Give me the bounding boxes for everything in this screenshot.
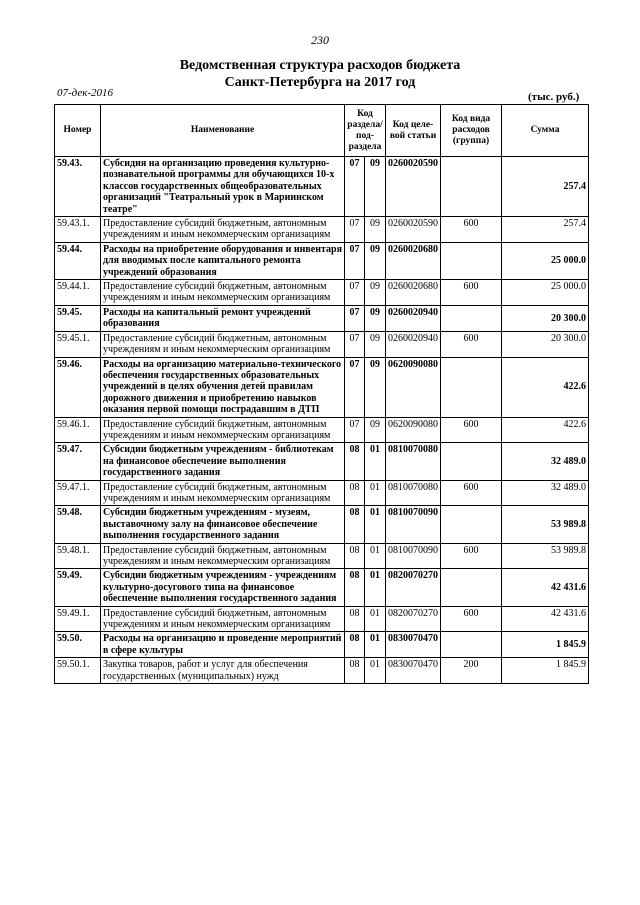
table-row xyxy=(55,217,589,243)
row-article: 0260020590 xyxy=(386,157,441,217)
row-number: 59.48.1. xyxy=(55,543,101,569)
row-article: 0260020940 xyxy=(386,331,441,357)
row-name: Расходы на организацию и проведение мероприятий в сфере культуры xyxy=(101,632,345,658)
row-amount: 1 845.9 xyxy=(502,632,589,658)
row-subsection: 01 xyxy=(365,443,386,480)
row-section: 07 xyxy=(345,280,365,306)
row-section: 08 xyxy=(345,658,365,684)
row-subsection: 01 xyxy=(365,506,386,543)
row-amount: 32 489.0 xyxy=(502,480,589,506)
table-header-row xyxy=(55,105,589,157)
row-name: Предоставление субсидий бюджетным, автономным учреждениям и иным некоммерческим организациям xyxy=(101,543,345,569)
row-section: 08 xyxy=(345,569,365,606)
row-section: 08 xyxy=(345,443,365,480)
row-expense-type: 600 xyxy=(441,606,502,632)
row-subsection: 01 xyxy=(365,543,386,569)
row-name: Предоставление субсидий бюджетным, автономным учреждениям и иным некоммерческим организациям xyxy=(101,417,345,443)
row-expense-type xyxy=(441,632,502,658)
row-subsection: 01 xyxy=(365,606,386,632)
table-row xyxy=(55,157,589,217)
row-amount: 53 989.8 xyxy=(502,543,589,569)
row-article: 0260020680 xyxy=(386,280,441,306)
row-name: Расходы на капитальный ремонт учреждений образования xyxy=(101,305,345,331)
page-number: 230 xyxy=(311,33,329,47)
table-row xyxy=(55,480,589,506)
row-amount: 20 300.0 xyxy=(502,331,589,357)
row-section: 07 xyxy=(345,417,365,443)
row-article: 0810070090 xyxy=(386,543,441,569)
row-section: 08 xyxy=(345,506,365,543)
row-subsection: 01 xyxy=(365,569,386,606)
row-article: 0260020940 xyxy=(386,305,441,331)
row-name: Предоставление субсидий бюджетным, автономным учреждениям и иным некоммерческим организациям xyxy=(101,280,345,306)
table-row xyxy=(55,543,589,569)
row-article: 0830070470 xyxy=(386,658,441,684)
row-number: 59.43. xyxy=(55,157,101,217)
row-name: Субсидии бюджетным учреждениям - учреждениям культурно-досугового типа на финансовое обеспечение выполнения государственного задания xyxy=(101,569,345,606)
row-amount: 32 489.0 xyxy=(502,443,589,480)
row-expense-type: 600 xyxy=(441,480,502,506)
row-section: 07 xyxy=(345,357,365,417)
header-expense-type: Код вида расходов (группа) xyxy=(441,105,502,157)
row-expense-type: 600 xyxy=(441,331,502,357)
row-subsection: 09 xyxy=(365,242,386,279)
row-expense-type: 600 xyxy=(441,417,502,443)
row-amount: 25 000.0 xyxy=(502,242,589,279)
table-row xyxy=(55,417,589,443)
table-row xyxy=(55,506,589,543)
row-section: 07 xyxy=(345,331,365,357)
units-label: (тыс. руб.) xyxy=(528,91,580,103)
table-row xyxy=(55,305,589,331)
header-section: Код раздела/ под- раздела xyxy=(345,105,386,157)
row-expense-type: 600 xyxy=(441,280,502,306)
table-row xyxy=(55,443,589,480)
row-number: 59.47. xyxy=(55,443,101,480)
title-line-2: Санкт-Петербурга на 2017 год xyxy=(224,75,416,90)
row-number: 59.44. xyxy=(55,242,101,279)
row-article: 0830070470 xyxy=(386,632,441,658)
header-name: Наименование xyxy=(101,105,345,157)
row-section: 07 xyxy=(345,242,365,279)
row-article: 0260020590 xyxy=(386,217,441,243)
row-section: 07 xyxy=(345,157,365,217)
header-number: Номер xyxy=(55,105,101,157)
budget-table xyxy=(54,104,589,684)
row-section: 08 xyxy=(345,606,365,632)
table-row xyxy=(55,280,589,306)
row-section: 08 xyxy=(345,543,365,569)
row-article: 0260020680 xyxy=(386,242,441,279)
row-name: Субсидии бюджетным учреждениям - библиотекам на финансовое обеспечение выполнения государственного задания xyxy=(101,443,345,480)
table-row xyxy=(55,357,589,417)
row-section: 08 xyxy=(345,480,365,506)
row-amount: 20 300.0 xyxy=(502,305,589,331)
row-amount: 257.4 xyxy=(502,157,589,217)
row-amount: 42 431.6 xyxy=(502,569,589,606)
row-name: Закупка товаров, работ и услуг для обеспечения государственных (муниципальных) нужд xyxy=(101,658,345,684)
row-number: 59.44.1. xyxy=(55,280,101,306)
table-row xyxy=(55,331,589,357)
row-amount: 25 000.0 xyxy=(502,280,589,306)
title-line-1: Ведомственная структура расходов бюджета xyxy=(179,58,461,73)
row-subsection: 09 xyxy=(365,305,386,331)
row-expense-type xyxy=(441,506,502,543)
table-row xyxy=(55,242,589,279)
row-name: Предоставление субсидий бюджетным, автономным учреждениям и иным некоммерческим организациям xyxy=(101,606,345,632)
row-amount: 42 431.6 xyxy=(502,606,589,632)
row-section: 07 xyxy=(345,305,365,331)
row-article: 0620090080 xyxy=(386,357,441,417)
row-article: 0810070090 xyxy=(386,506,441,543)
row-number: 59.47.1. xyxy=(55,480,101,506)
row-subsection: 09 xyxy=(365,217,386,243)
row-subsection: 09 xyxy=(365,357,386,417)
row-expense-type: 600 xyxy=(441,217,502,243)
row-article: 0810070080 xyxy=(386,480,441,506)
row-article: 0810070080 xyxy=(386,443,441,480)
header-article: Код целе- вой статьи xyxy=(386,105,441,157)
header-amount: Сумма xyxy=(502,105,589,157)
row-number: 59.50.1. xyxy=(55,658,101,684)
row-name: Расходы на организацию материально-технического обеспечения государственных образовательных учреждений в целях обучения детей правилам дорожного движения и приобретению навыков оказания первой помощи пострадавшим в ДТП xyxy=(101,357,345,417)
row-article: 0620090080 xyxy=(386,417,441,443)
row-subsection: 01 xyxy=(365,658,386,684)
row-number: 59.45.1. xyxy=(55,331,101,357)
row-expense-type: 200 xyxy=(441,658,502,684)
row-number: 59.49.1. xyxy=(55,606,101,632)
row-number: 59.46.1. xyxy=(55,417,101,443)
row-subsection: 01 xyxy=(365,480,386,506)
row-expense-type xyxy=(441,242,502,279)
row-number: 59.48. xyxy=(55,506,101,543)
row-name: Предоставление субсидий бюджетным, автономным учреждениям и иным некоммерческим организациям xyxy=(101,331,345,357)
row-expense-type xyxy=(441,305,502,331)
row-expense-type xyxy=(441,443,502,480)
row-section: 07 xyxy=(345,217,365,243)
row-name: Предоставление субсидий бюджетным, автономным учреждениям и иным некоммерческим организациям xyxy=(101,480,345,506)
row-subsection: 09 xyxy=(365,157,386,217)
row-amount: 1 845.9 xyxy=(502,658,589,684)
row-expense-type: 600 xyxy=(441,543,502,569)
row-subsection: 09 xyxy=(365,280,386,306)
row-amount: 422.6 xyxy=(502,357,589,417)
row-expense-type xyxy=(441,157,502,217)
row-subsection: 09 xyxy=(365,331,386,357)
row-name: Расходы на приобретение оборудования и инвентаря для вводимых после капитального ремонта учреждений образования xyxy=(101,242,345,279)
table-row xyxy=(55,569,589,606)
row-amount: 53 989.8 xyxy=(502,506,589,543)
row-expense-type xyxy=(441,569,502,606)
row-number: 59.49. xyxy=(55,569,101,606)
table-body xyxy=(55,157,589,684)
row-expense-type xyxy=(441,357,502,417)
row-number: 59.46. xyxy=(55,357,101,417)
row-name: Субсидии бюджетным учреждениям - музеям, выставочному залу на финансовое обеспечение выполнения государственного задания xyxy=(101,506,345,543)
table-row xyxy=(55,632,589,658)
row-subsection: 09 xyxy=(365,417,386,443)
table-row xyxy=(55,606,589,632)
row-name: Субсидия на организацию проведения культурно-познавательной программы для обучающихся 10-х классов государственных общеобразовательных организаций "Театральный урок в Мариинском театре" xyxy=(101,157,345,217)
table-row xyxy=(55,658,589,684)
row-article: 0820070270 xyxy=(386,569,441,606)
row-subsection: 01 xyxy=(365,632,386,658)
row-number: 59.45. xyxy=(55,305,101,331)
row-number: 59.50. xyxy=(55,632,101,658)
row-amount: 422.6 xyxy=(502,417,589,443)
row-amount: 257.4 xyxy=(502,217,589,243)
document-date: 07-дек-2016 xyxy=(57,87,114,99)
document-title xyxy=(0,57,640,91)
row-number: 59.43.1. xyxy=(55,217,101,243)
row-article: 0820070270 xyxy=(386,606,441,632)
row-section: 08 xyxy=(345,632,365,658)
row-name: Предоставление субсидий бюджетным, автономным учреждениям и иным некоммерческим организациям xyxy=(101,217,345,243)
